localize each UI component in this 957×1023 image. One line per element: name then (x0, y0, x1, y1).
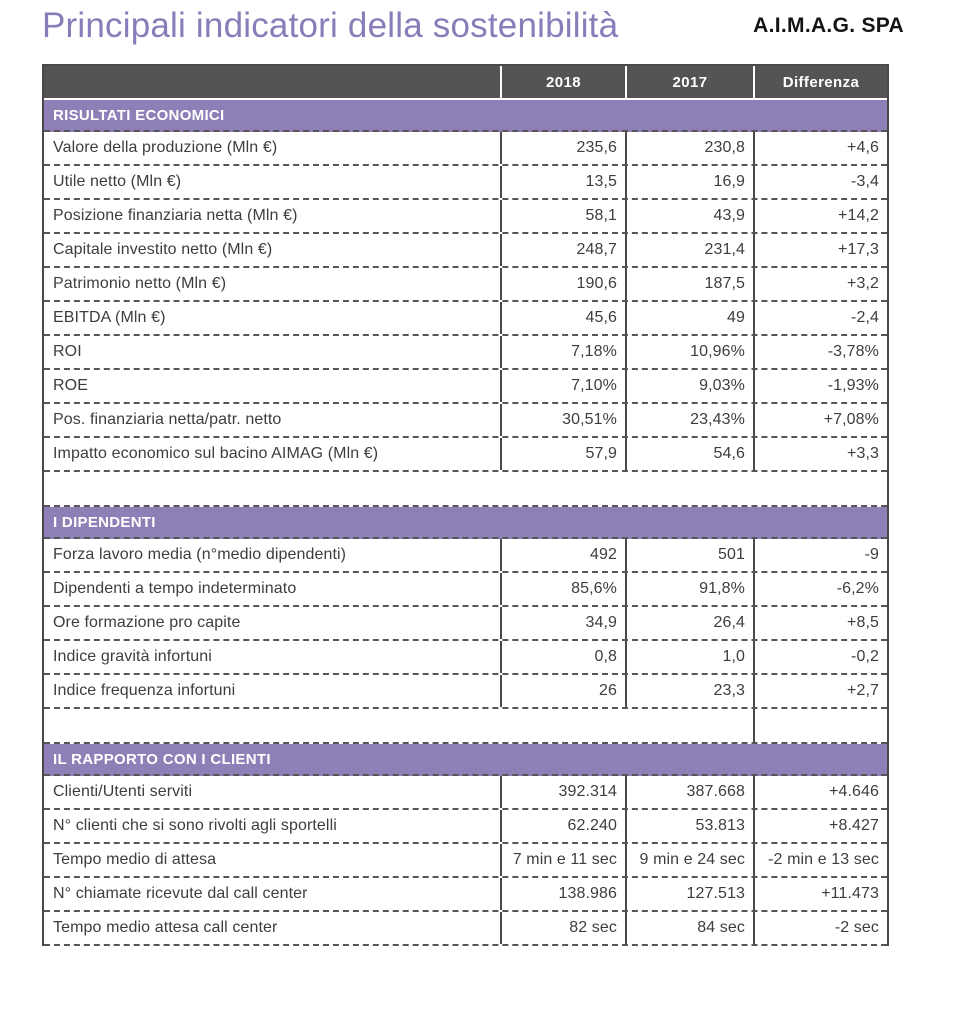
value-differenza: +3,2 (753, 268, 887, 300)
section-header-row (44, 100, 887, 132)
value-differenza: -2,4 (753, 302, 887, 334)
value-2017: 23,43% (625, 404, 753, 436)
value-2018: 45,6 (500, 302, 625, 334)
value-differenza: +8.427 (753, 810, 887, 842)
spacer-cell (500, 709, 625, 742)
value-2017: 501 (625, 539, 753, 571)
row-label: Clienti/Utenti serviti (53, 783, 193, 800)
row-label: ROE (53, 377, 88, 394)
value-differenza: -6,2% (753, 573, 887, 605)
value-differenza: +4.646 (753, 776, 887, 808)
title-bar (42, 6, 904, 46)
row-label: Posizione finanziaria netta (Mln €) (53, 207, 298, 224)
indicators-table (42, 64, 889, 946)
table-row (44, 912, 887, 946)
value-2018: 26 (500, 675, 625, 707)
value-2017: 49 (625, 302, 753, 334)
value-differenza: -2 sec (753, 912, 887, 944)
table-row (44, 810, 887, 844)
table-row (44, 641, 887, 675)
row-label: Valore della produzione (Mln €) (53, 139, 278, 156)
value-differenza: +4,6 (753, 132, 887, 164)
row-label: Ore formazione pro capite (53, 614, 241, 631)
section-header-label: I DIPENDENTI (53, 513, 156, 531)
value-2017: 43,9 (625, 200, 753, 232)
table-row (44, 675, 887, 709)
value-2017: 387.668 (625, 776, 753, 808)
value-differenza: +7,08% (753, 404, 887, 436)
value-differenza: -9 (753, 539, 887, 571)
value-2018: 492 (500, 539, 625, 571)
row-label: N° chiamate ricevute dal call center (53, 885, 308, 902)
value-2018: 30,51% (500, 404, 625, 436)
value-2018: 62.240 (500, 810, 625, 842)
value-2017: 23,3 (625, 675, 753, 707)
value-2017: 231,4 (625, 234, 753, 266)
table-row (44, 878, 887, 912)
table-header-row (44, 64, 887, 100)
spacer-cell (44, 472, 500, 505)
value-2017: 16,9 (625, 166, 753, 198)
table-row (44, 302, 887, 336)
table-row (44, 234, 887, 268)
page-title: Principali indicatori della sostenibilità (42, 6, 619, 45)
row-label: EBITDA (Mln €) (53, 309, 166, 326)
value-2017: 1,0 (625, 641, 753, 673)
value-2017: 187,5 (625, 268, 753, 300)
table-row (44, 166, 887, 200)
value-2017: 10,96% (625, 336, 753, 368)
table-row (44, 404, 887, 438)
value-2018: 138.986 (500, 878, 625, 910)
spacer-cell (625, 472, 753, 505)
table-row (44, 438, 887, 472)
value-differenza: -3,78% (753, 336, 887, 368)
row-label: Impatto economico sul bacino AIMAG (Mln €) (53, 445, 379, 462)
row-label: N° clienti che si sono rivolti agli sportelli (53, 817, 337, 834)
value-differenza: +3,3 (753, 438, 887, 470)
value-2018: 7,18% (500, 336, 625, 368)
spacer-cell (753, 709, 887, 742)
value-2018: 235,6 (500, 132, 625, 164)
value-2018: 34,9 (500, 607, 625, 639)
header-cell-2018: 2018 (500, 66, 625, 98)
value-2018: 85,6% (500, 573, 625, 605)
row-label: ROI (53, 343, 82, 360)
section-spacer-row (44, 709, 887, 744)
spacer-cell (625, 709, 753, 742)
row-label: Indice frequenza infortuni (53, 682, 236, 699)
header-cell-empty (44, 66, 500, 98)
row-label: Patrimonio netto (Mln €) (53, 275, 227, 292)
spacer-cell (44, 709, 500, 742)
value-differenza: -1,93% (753, 370, 887, 402)
value-2018: 57,9 (500, 438, 625, 470)
value-2017: 54,6 (625, 438, 753, 470)
value-differenza: +11.473 (753, 878, 887, 910)
value-2018: 7,10% (500, 370, 625, 402)
section-header-label: IL RAPPORTO CON I CLIENTI (53, 750, 271, 768)
row-label: Indice gravità infortuni (53, 648, 212, 665)
value-differenza: -2 min e 13 sec (753, 844, 887, 876)
value-2018: 13,5 (500, 166, 625, 198)
table-row (44, 539, 887, 573)
spacer-cell (753, 472, 887, 505)
table-row (44, 268, 887, 302)
value-2018: 58,1 (500, 200, 625, 232)
value-differenza: -3,4 (753, 166, 887, 198)
value-2017: 9,03% (625, 370, 753, 402)
table-row (44, 132, 887, 166)
value-2018: 248,7 (500, 234, 625, 266)
table-row (44, 607, 887, 641)
value-2017: 230,8 (625, 132, 753, 164)
value-2017: 26,4 (625, 607, 753, 639)
value-2018: 7 min e 11 sec (500, 844, 625, 876)
section-header-row (44, 744, 887, 776)
row-label: Capitale investito netto (Mln €) (53, 241, 273, 258)
table-row (44, 844, 887, 878)
value-2017: 91,8% (625, 573, 753, 605)
value-differenza: +17,3 (753, 234, 887, 266)
header-cell-2017: 2017 (625, 66, 753, 98)
row-label: Pos. finanziaria netta/patr. netto (53, 411, 282, 428)
value-differenza: +2,7 (753, 675, 887, 707)
header-cell-differenza: Differenza (753, 66, 887, 98)
company-name: A.I.M.A.G. SPA (753, 14, 904, 37)
value-differenza: -0,2 (753, 641, 887, 673)
table-row (44, 336, 887, 370)
value-2018: 0,8 (500, 641, 625, 673)
value-2018: 392.314 (500, 776, 625, 808)
value-2017: 84 sec (625, 912, 753, 944)
table-row (44, 776, 887, 810)
value-differenza: +8,5 (753, 607, 887, 639)
row-label: Dipendenti a tempo indeterminato (53, 580, 297, 597)
table-body (44, 100, 887, 946)
row-label: Tempo medio attesa call center (53, 919, 278, 936)
table-row (44, 573, 887, 607)
table-row (44, 200, 887, 234)
value-differenza: +14,2 (753, 200, 887, 232)
value-2018: 82 sec (500, 912, 625, 944)
section-spacer-row (44, 472, 887, 507)
section-header-row (44, 507, 887, 539)
value-2017: 53.813 (625, 810, 753, 842)
row-label: Forza lavoro media (n°medio dipendenti) (53, 546, 347, 563)
section-header-label: RISULTATI ECONOMICI (53, 106, 225, 124)
row-label: Tempo medio di attesa (53, 851, 217, 868)
table-row (44, 370, 887, 404)
row-label: Utile netto (Mln €) (53, 173, 182, 190)
spacer-cell (500, 472, 625, 505)
value-2017: 127.513 (625, 878, 753, 910)
value-2018: 190,6 (500, 268, 625, 300)
value-2017: 9 min e 24 sec (625, 844, 753, 876)
